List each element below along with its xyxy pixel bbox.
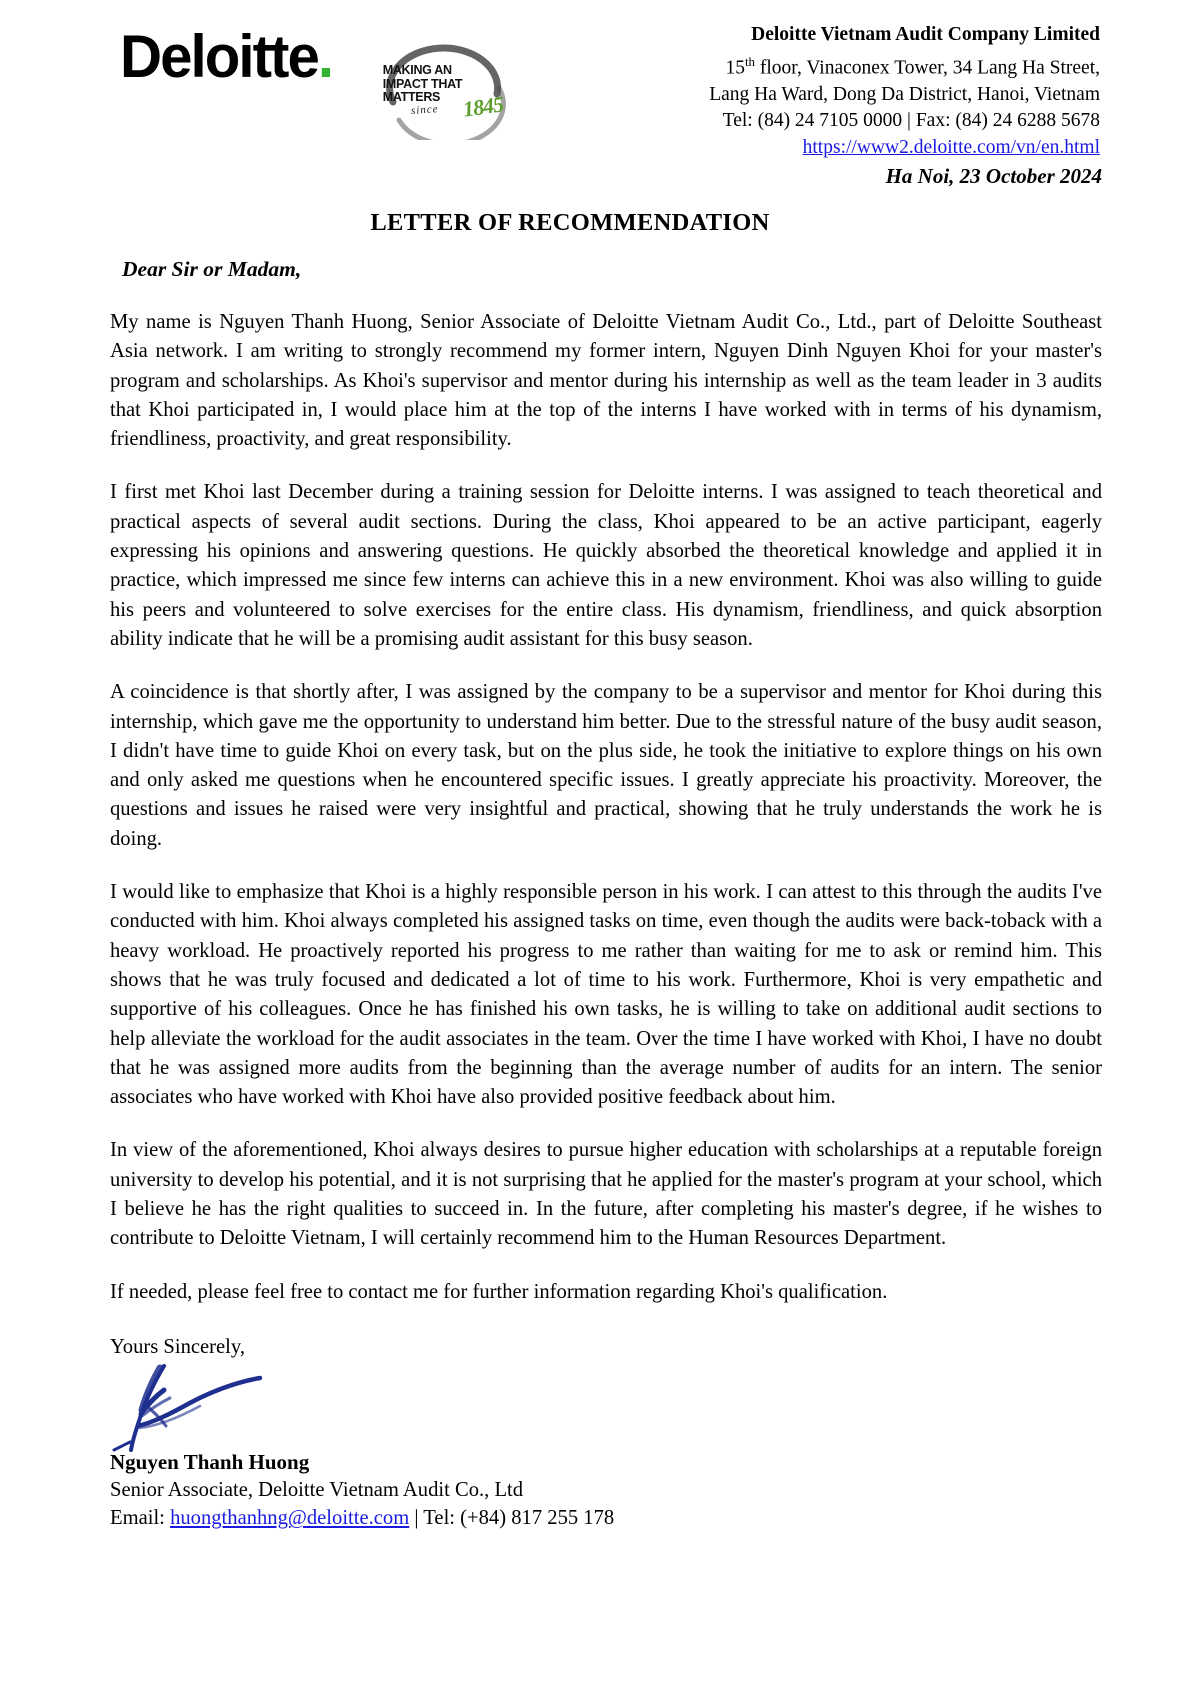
floor-ordinal-suffix: th [744, 54, 755, 69]
email-link[interactable]: huongthanhng@deloitte.com [170, 1507, 410, 1530]
signer-name: Nguyen Thanh Huong [110, 1449, 310, 1474]
body-paragraph: In view of the aforementioned, Khoi always desires to pursue higher education with scholarships at a reputable foreign university to develop his potential, and it is not surprising that he applied for the master's program at your school, which I believe he has the right qualities to succeed in. In the future, after completing his master's degree, if he wishes to contribute to Deloitte Vietnam, I will certainly recommend him to the Human Resources Department. [110, 1139, 1102, 1250]
body-paragraph: If needed, please feel free to contact me for further information regarding Khoi's qualification. [110, 1280, 888, 1303]
company-contact-line: Tel: (84) 24 7105 0000 | Fax: (84) 24 6288 5678 [722, 110, 1100, 131]
brand-block [120, 14, 515, 140]
impact-badge-year: 1845 [461, 91, 505, 122]
company-name: Deloitte Vietnam Audit Company Limited [751, 24, 1100, 45]
letter-body [0, 308, 1200, 1307]
date-line: Ha Noi, 23 October 2024 [885, 164, 1102, 188]
deloitte-logo [120, 23, 333, 90]
salutation: Dear Sir or Madam, [122, 257, 302, 281]
impact-badge-icon [375, 36, 515, 140]
page-title: LETTER OF RECOMMENDATION [370, 209, 770, 236]
deloitte-logo-text: Deloitte [120, 23, 318, 90]
deloitte-logo-dot: . [317, 23, 333, 90]
phone-number: | Tel: (+84) 817 255 178 [409, 1507, 615, 1530]
impact-badge-line2: IMPACT THAT [382, 76, 463, 91]
email-label: Email: [110, 1507, 171, 1530]
body-paragraph: A coincidence is that shortly after, I was assigned by the company to be a supervisor and mentor for Khoi during this internship, which gave me the opportunity to understand him better. Due to the stressful nature of the busy audit season, I didn't have time to guide Khoi on every task, but on the plus side, he took the initiative to explore things on his own and only asked me questions when he encountered specific issues. I greatly appreciate his proactivity. Moreover, the questions and issues he raised were very insightful and practical, showing that he truly understands the work he is doing. [110, 681, 1102, 850]
body-paragraph: My name is Nguyen Thanh Huong, Senior Associate of Deloitte Vietnam Audit Co., Ltd., part of Deloitte Southeast Asia network. I am writing to strongly recommend my former intern, Nguyen Dinh Nguyen Khoi for your master's program and scholarships. As Khoi's supervisor and mentor during his internship as well as the team leader in 3 audits that Khoi participated in, I would place him at the top of the interns I have worked with in terms of his dynamism, friendliness, proactivity, and great responsibility. [110, 311, 1102, 451]
impact-badge-line3: MATTERS [382, 90, 441, 104]
company-info [709, 14, 1100, 161]
signature-block [0, 1333, 1200, 1533]
address-street: floor, Vinaconex Tower, 34 Lang Ha Street, [754, 57, 1100, 78]
signer-role: Senior Associate, Deloitte Vietnam Audit Co., Ltd [110, 1478, 524, 1501]
closing-salutation: Yours Sincerely, [110, 1335, 246, 1358]
company-address-line2: Lang Ha Ward, Dong Da District, Hanoi, Vietnam [709, 83, 1100, 105]
letterhead [0, 0, 1200, 158]
impact-badge-lines [383, 64, 463, 105]
floor-number: 15 [725, 57, 745, 78]
company-address-line1 [709, 49, 1100, 82]
handwritten-signature-icon [108, 1360, 338, 1452]
body-paragraph: I first met Khoi last December during a training session for Deloitte interns. I was assigned to teach theoretical and practical aspects of several audit sections. During the class, Khoi appeared to be an active participant, eagerly expressing his opinions and answering questions. He quickly absorbed the theoretical knowledge and applied it in practice, which impressed me since few interns can achieve this in a new environment. Khoi was also willing to guide his peers and volunteered to solve exercises for the entire class. His dynamism, friendliness, and quick absorption ability indicate that he will be a promising audit assistant for this busy season. [110, 481, 1102, 650]
signer-contact [110, 1504, 1200, 1533]
impact-badge-since: since [410, 103, 439, 117]
company-website-link[interactable]: https://www2.deloitte.com/vn/en.html [802, 136, 1100, 158]
body-paragraph: I would like to emphasize that Khoi is a highly responsible person in his work. I can attest to this through the audits I've conducted with him. Khoi always completed his assigned tasks on time, even though the audits were back-toback with a heavy workload. He proactively reported his progress to me rather than waiting for me to ask or remind him. This shows that he was truly focused and dedicated a lot of time to his work. Furthermore, Khoi is very empathetic and supportive of his colleagues. Once he has finished his own tasks, he is willing to take on additional audit sections to help alleviate the workload for the audit associates in the team. Over the time I have worked with Khoi, I have no doubt that he was assigned more audits from the beginning than the average number of audits for an intern. The senior associates who have worked with Khoi have also provided positive feedback about him. [110, 881, 1102, 1109]
impact-badge-line1: MAKING AN [382, 63, 452, 77]
